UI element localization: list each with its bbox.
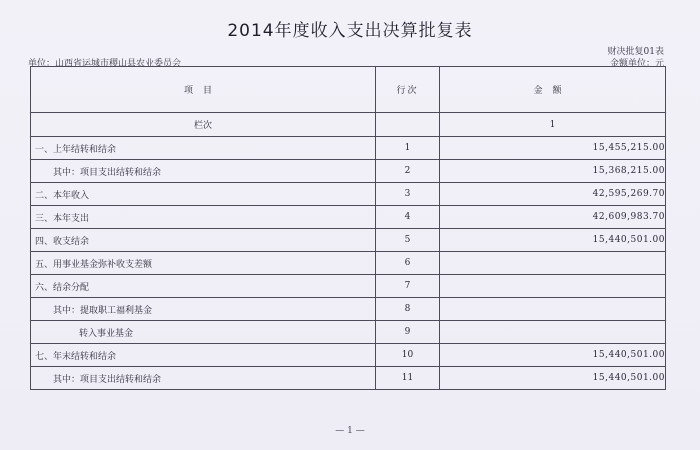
- row-line: 2: [376, 160, 440, 183]
- row-amount: 15,440,501.00: [440, 367, 666, 390]
- header-line: 行次: [376, 67, 440, 113]
- table-row: [31, 275, 666, 298]
- row-amount: 15,440,501.00: [440, 344, 666, 367]
- row-item: 七、年末结转和结余: [31, 344, 376, 367]
- report-code: 财决批复01表: [607, 47, 664, 57]
- table-row: [31, 252, 666, 275]
- row-amount: 42,595,269.70: [440, 183, 666, 206]
- row-item: 其中：项目支出结转和结余: [31, 367, 376, 390]
- row-amount: [440, 321, 666, 344]
- row-item: 其中：提取职工福利基金: [31, 298, 376, 321]
- page-title: 2014年度收入支出决算批复表: [227, 21, 473, 41]
- row-line: 6: [376, 252, 440, 275]
- row-line: 10: [376, 344, 440, 367]
- row-line: 5: [376, 229, 440, 252]
- row-item: 三、本年支出: [31, 206, 376, 229]
- table-row: [31, 321, 666, 344]
- column-number-line: [376, 113, 440, 137]
- row-line: 1: [376, 137, 440, 160]
- header-amount: 金额: [440, 67, 666, 113]
- row-line: 11: [376, 367, 440, 390]
- row-amount: 15,440,501.00: [440, 229, 666, 252]
- table-row: [31, 229, 666, 252]
- row-line: 3: [376, 183, 440, 206]
- unit-label: 单位：山西省运城市稷山县农业委员会: [28, 59, 182, 69]
- table-row: [31, 298, 666, 321]
- page-number: — 1 —: [335, 426, 365, 436]
- table-row: [31, 183, 666, 206]
- row-item: 转入事业基金: [31, 321, 376, 344]
- table-row: [31, 160, 666, 183]
- header-item: 项目: [31, 67, 376, 113]
- approval-table: [30, 66, 666, 390]
- row-amount: 15,455,215.00: [440, 137, 666, 160]
- row-line: 9: [376, 321, 440, 344]
- table-row: [31, 137, 666, 160]
- row-line: 7: [376, 275, 440, 298]
- table-row: [31, 344, 666, 367]
- row-amount: [440, 298, 666, 321]
- row-amount: [440, 275, 666, 298]
- row-item: 四、收支结余: [31, 229, 376, 252]
- row-line: 4: [376, 206, 440, 229]
- table-row: [31, 367, 666, 390]
- currency-unit-label: 金额单位：元: [609, 59, 664, 69]
- row-amount: 15,368,215.00: [440, 160, 666, 183]
- row-amount: 42,609,983.70: [440, 206, 666, 229]
- row-amount: [440, 252, 666, 275]
- table-row: [31, 206, 666, 229]
- table-header-row: [31, 67, 666, 113]
- row-item: 二、本年收入: [31, 183, 376, 206]
- column-number-amount: 1: [440, 113, 666, 137]
- row-line: 8: [376, 298, 440, 321]
- row-item: 六、结余分配: [31, 275, 376, 298]
- row-item: 其中：项目支出结转和结余: [31, 160, 376, 183]
- row-item: 五、用事业基金弥补收支差额: [31, 252, 376, 275]
- column-number-item: 栏次: [31, 113, 376, 137]
- column-number-row: [31, 113, 666, 137]
- approval-table-container: [30, 66, 665, 390]
- row-item: 一、上年结转和结余: [31, 137, 376, 160]
